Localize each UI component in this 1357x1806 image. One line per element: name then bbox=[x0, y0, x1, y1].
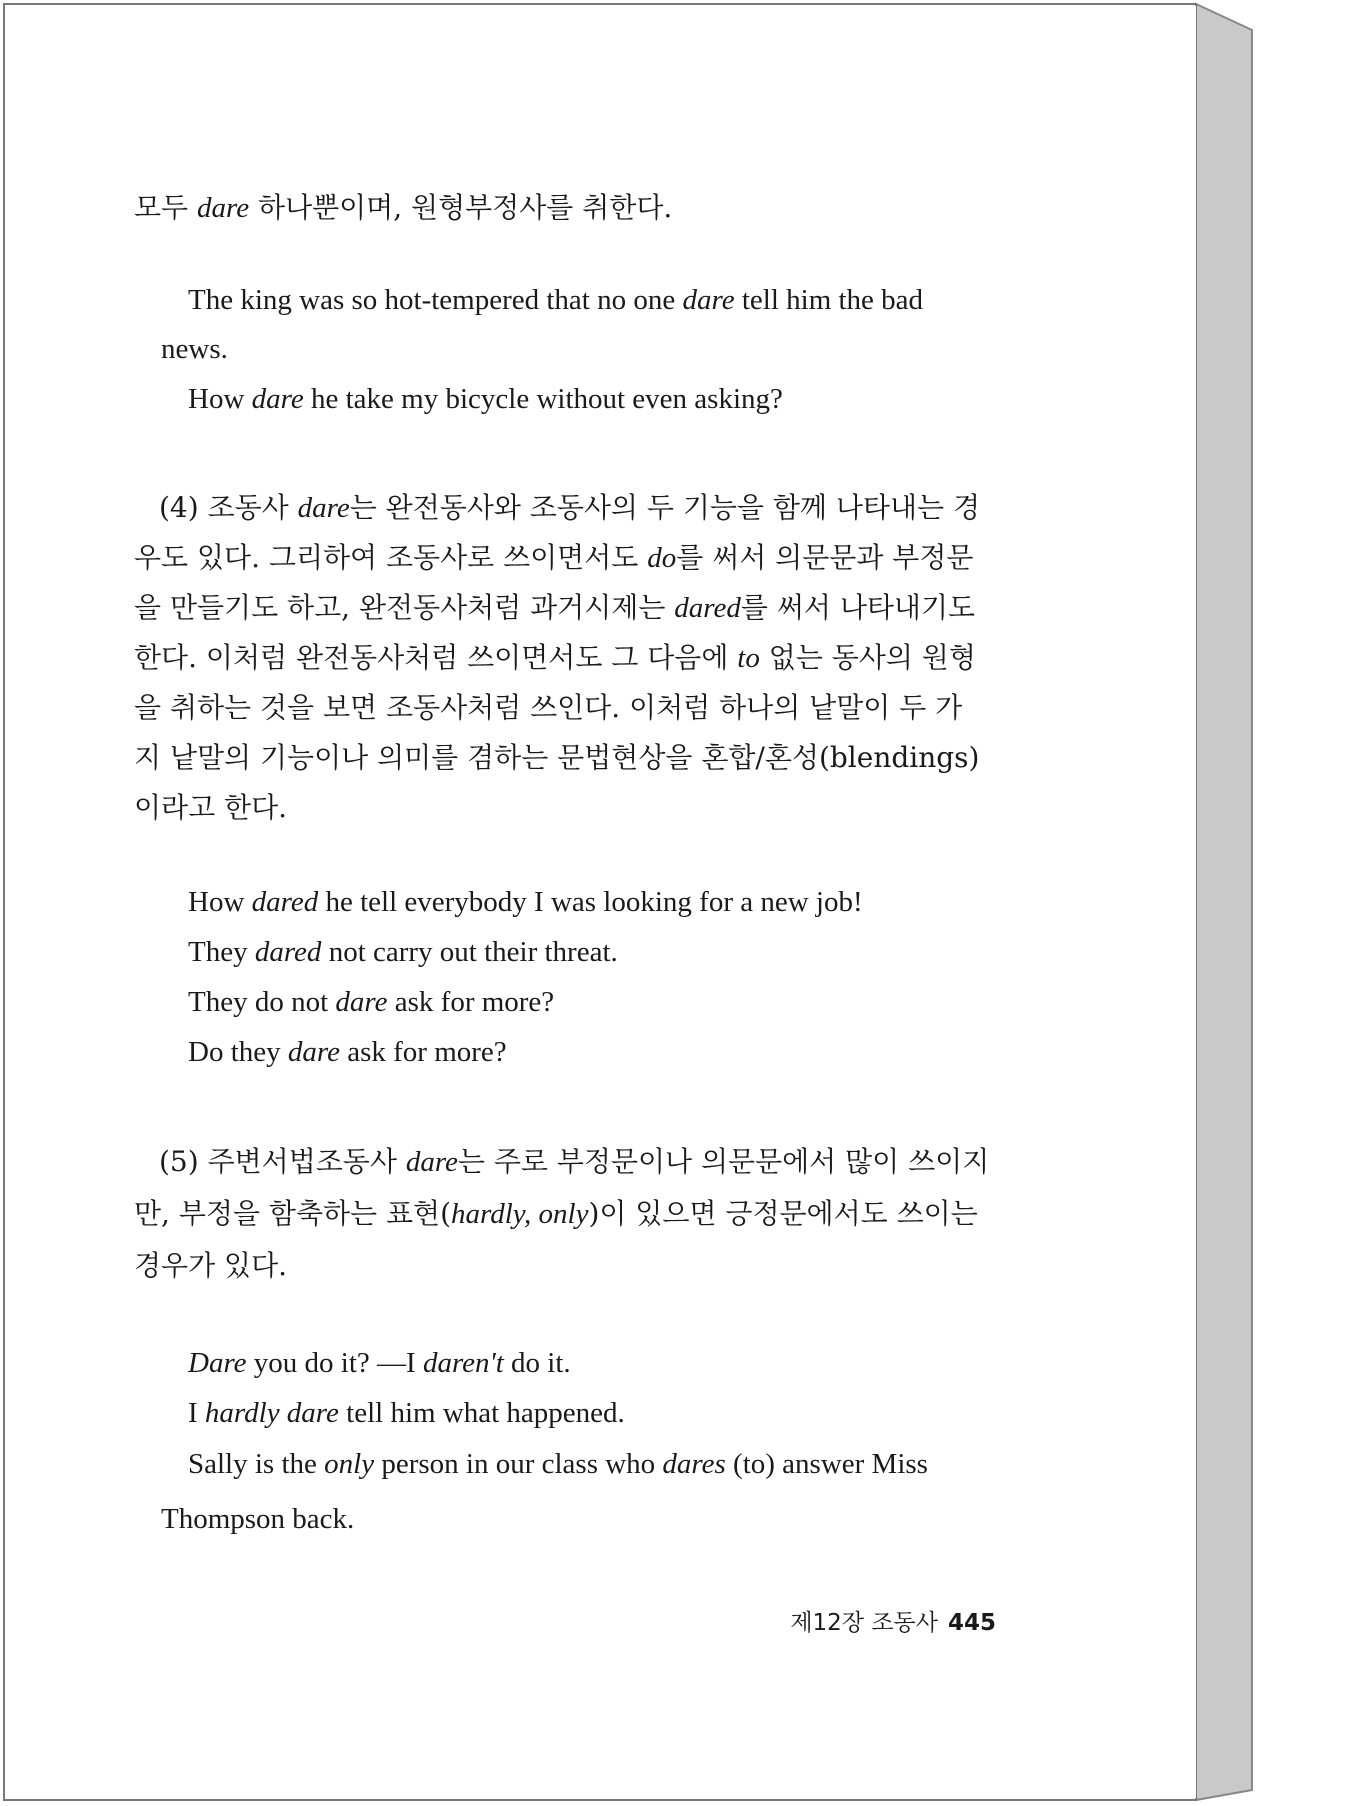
intro-line: 모두 dare 하나뿐이며, 원형부정사를 취한다. bbox=[134, 191, 673, 224]
paragraph-4-line-4: 한다. 이처럼 완전동사처럼 쓰이면서도 그 다음에 to 없는 동사의 원형 bbox=[134, 641, 976, 674]
paragraph-4-line-7: 이라고 한다. bbox=[134, 791, 288, 824]
paragraph-4-line-1: (4) 조동사 dare는 완전동사와 조동사의 두 기능을 함께 나타내는 경 bbox=[159, 491, 981, 524]
example-2: How dare he take my bicycle without even asking? bbox=[188, 383, 783, 415]
example-7: Dare you do it? —I daren't do it. bbox=[188, 1347, 571, 1379]
paragraph-5-line-2: 만, 부정을 함축하는 표현(hardly, only)이 있으면 긍정문에서도 쓰이는 bbox=[134, 1197, 978, 1230]
example-3: How dared he tell everybody I was looking for a new job! bbox=[188, 886, 863, 918]
paragraph-4-line-2: 우도 있다. 그리하여 조동사로 쓰이면서도 do를 써서 의문문과 부정문 bbox=[134, 541, 974, 574]
example-5: They do not dare ask for more? bbox=[188, 986, 555, 1018]
example-1-line-2: news. bbox=[161, 333, 228, 365]
page-number: 445 bbox=[947, 1610, 996, 1636]
paragraph-4-line-3: 을 만들기도 하고, 완전동사처럼 과거시제는 dared를 써서 나타내기도 bbox=[134, 591, 976, 624]
example-9-line-1: Sally is the only person in our class who dares (to) answer Miss bbox=[188, 1448, 928, 1480]
paragraph-4-line-5: 을 취하는 것을 보면 조동사처럼 쓰인다. 이처럼 하나의 낱말이 두 가 bbox=[134, 691, 963, 724]
paragraph-4-line-6: 지 낱말의 기능이나 의미를 겸하는 문법현상을 혼합/혼성(blendings) bbox=[134, 741, 980, 774]
example-8: I hardly dare tell him what happened. bbox=[188, 1397, 625, 1429]
page-footer bbox=[790, 1604, 996, 1637]
example-1-line-1: The king was so hot-tempered that no one dare tell him the bad bbox=[188, 284, 924, 316]
example-6: Do they dare ask for more? bbox=[188, 1036, 507, 1068]
book-page bbox=[6, 6, 1196, 1798]
chapter-label: 제12장 조동사 bbox=[790, 1610, 938, 1636]
paragraph-5-line-3: 경우가 있다. bbox=[134, 1249, 288, 1282]
example-4: They dared not carry out their threat. bbox=[188, 936, 618, 968]
example-9-line-2: Thompson back. bbox=[161, 1503, 355, 1535]
paragraph-5-line-1: (5) 주변서법조동사 dare는 주로 부정문이나 의문문에서 많이 쓰이지 bbox=[159, 1145, 990, 1178]
